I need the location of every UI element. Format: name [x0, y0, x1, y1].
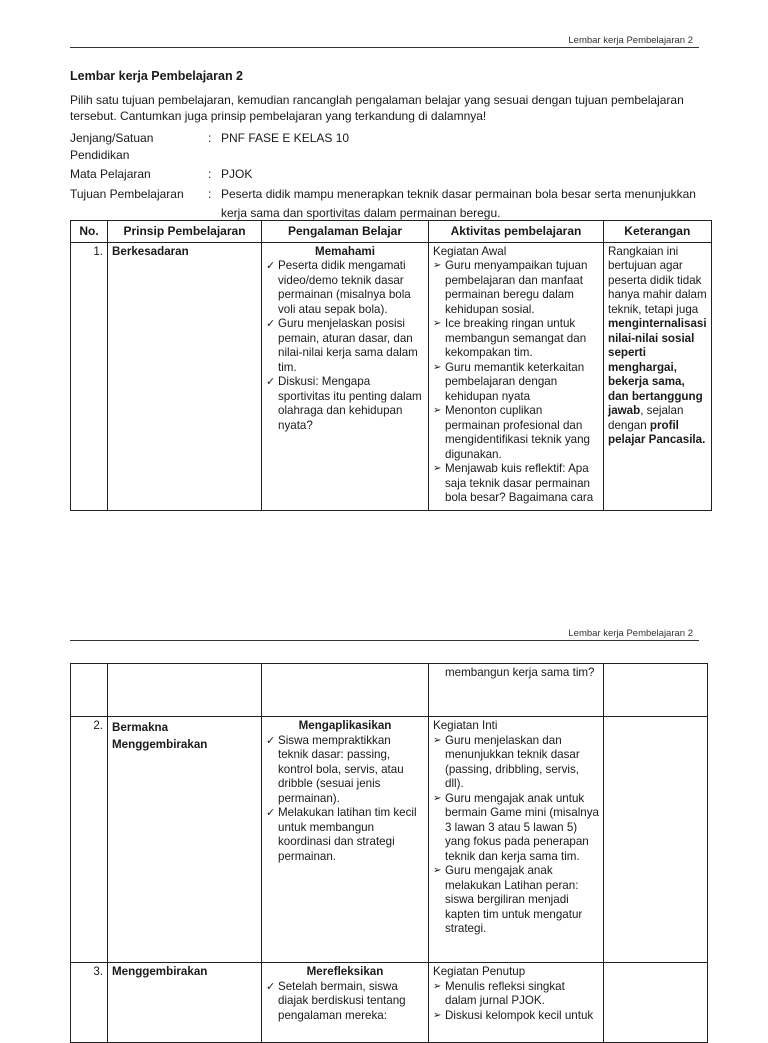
pengalaman-title: Mengaplikasikan	[298, 719, 392, 732]
meta-label: Tujuan Pembelajaran	[70, 187, 184, 201]
list-item: ➢ Guru menjelaskan dan menunjukkan teknik dasar (passing, dribbling, servis, dll).	[433, 734, 599, 792]
pengalaman-cell	[262, 242, 429, 510]
keterangan-cell	[604, 664, 708, 717]
pengalaman-cell	[262, 963, 429, 1043]
meta-block	[70, 130, 702, 223]
header-prinsip: Prinsip Pembelajaran	[108, 221, 262, 243]
table-header-row	[71, 221, 712, 243]
list-item: ➢ Guru menyampaikan tujuan pembelajaran dan manfaat permainan beregu dalam kehidupan sosial.	[433, 259, 599, 317]
list-item: ✓ Siswa mempraktikkan teknik dasar: passing, kontrol bola, servis, atau dribble (sesuai jenis permainan).	[266, 734, 424, 807]
meta-value: PJOK	[221, 167, 253, 181]
prinsip-cell: Bermakna Menggembirakan	[108, 717, 262, 963]
header-rule	[70, 640, 699, 641]
aktivitas-title: Kegiatan Penutup	[433, 965, 526, 978]
pengalaman-cell	[262, 664, 429, 717]
keterangan-cell	[604, 717, 708, 963]
aktivitas-cell	[429, 664, 604, 717]
meta-label: Mata Pelajaran	[70, 167, 151, 181]
row-number: 2.	[71, 717, 108, 963]
document-title: Lembar kerja Pembelajaran 2	[70, 69, 244, 83]
pengalaman-title: Merefleksikan	[306, 965, 384, 978]
keterangan-text: Rangkaian ini bertujuan agar peserta didik tidak hanya mahir dalam teknik, tetapi juga	[608, 244, 707, 316]
meta-row	[70, 185, 702, 223]
header-keterangan: Keterangan	[604, 221, 712, 243]
list-item: ➢ Guru mengajak anak melakukan Latihan peran: siswa bergiliran menjadi kapten tim untuk mengatur strategi.	[433, 864, 599, 937]
meta-value: Peserta didik mampu menerapkan teknik dasar permainan bola besar serta menunjukkan kerja sama dan sportivitas dalam permainan beregu.	[221, 187, 696, 220]
pengalaman-title: Memahami	[315, 244, 375, 258]
meta-label: Jenjang/Satuan Pendidikan	[70, 131, 154, 162]
learning-table-continued	[70, 663, 708, 1043]
aktivitas-cell	[429, 717, 604, 963]
keterangan-cell	[604, 963, 708, 1043]
aktivitas-cell	[429, 242, 604, 510]
meta-colon: :	[208, 131, 212, 145]
prinsip-cell: Berkesadaran	[108, 242, 262, 510]
list-item: ➢ Menjawab kuis reflektif: Apa saja teknik dasar permainan bola besar? Bagaimana cara	[433, 462, 599, 506]
meta-colon: :	[208, 167, 212, 181]
meta-row	[70, 166, 702, 183]
keterangan-cell	[604, 242, 712, 510]
table-row	[71, 717, 708, 963]
keterangan-text: , sejalan dengan	[608, 404, 684, 432]
aktivitas-title: Kegiatan Awal	[433, 244, 507, 258]
list-item: ✓ Peserta didik mengamati video/demo teknik dasar permainan (misalnya bola voli atau sepak bola).	[266, 259, 424, 317]
keterangan-emphasis: menginternalisasi nilai-nilai sosial seperti menghargai, bekerja sama, dan bertanggung jawab	[608, 317, 707, 417]
keterangan-emphasis: profil pelajar Pancasila.	[608, 418, 706, 446]
aktivitas-continued: membangun kerja sama tim?	[445, 666, 595, 679]
pengalaman-cell	[262, 717, 429, 963]
list-item: ➢ Guru mengajak anak untuk bermain Game mini (misalnya 3 lawan 3 atau 5 lawan 5) yang fokus pada penerapan teknik dan kerja sama tim.	[433, 792, 599, 865]
header-aktivitas: Aktivitas pembelajaran	[429, 221, 604, 243]
aktivitas-list	[433, 980, 599, 1024]
meta-colon: :	[208, 187, 212, 201]
aktivitas-list	[433, 259, 599, 506]
header-pengalaman: Pengalaman Belajar	[262, 221, 429, 243]
row-number	[71, 664, 108, 717]
learning-table	[70, 220, 712, 511]
header-rule	[70, 47, 699, 48]
list-item: ➢ Guru memantik keterkaitan pembelajaran dengan kehidupan nyata	[433, 361, 599, 405]
list-item: ➢ Menonton cuplikan permainan profesional dan mengidentifikasi teknik yang digunakan.	[433, 404, 599, 462]
list-item: ✓ Melakukan latihan tim kecil untuk membangun koordinasi dan strategi permainan.	[266, 806, 424, 864]
header-no: No.	[71, 221, 108, 243]
list-item: ➢ Diskusi kelompok kecil untuk	[433, 1009, 599, 1024]
pengalaman-list	[266, 734, 424, 865]
aktivitas-cell	[429, 963, 604, 1043]
running-header: Lembar kerja Pembelajaran 2	[568, 628, 693, 639]
aktivitas-title: Kegiatan Inti	[433, 719, 498, 732]
prinsip-cell: Menggembirakan	[108, 963, 262, 1043]
list-item: ➢ Menulis refleksi singkat dalam jurnal PJOK.	[433, 980, 599, 1009]
table-row	[71, 963, 708, 1043]
table-row	[71, 242, 712, 510]
meta-row	[70, 130, 702, 164]
list-item: ✓ Diskusi: Mengapa sportivitas itu penting dalam olahraga dan kehidupan nyata?	[266, 375, 424, 433]
prinsip-cell	[108, 664, 262, 717]
list-item: ✓ Setelah bermain, siswa diajak berdiskusi tentang pengalaman mereka:	[266, 980, 424, 1024]
row-number: 1.	[71, 242, 108, 510]
pengalaman-list	[266, 259, 424, 433]
aktivitas-list	[433, 734, 599, 937]
running-header: Lembar kerja Pembelajaran 2	[568, 35, 693, 46]
row-number: 3.	[71, 963, 108, 1043]
instruction-text: Pilih satu tujuan pembelajaran, kemudian rancanglah pengalaman belajar yang sesuai dengan tujuan pembelajaran tersebut. Cantumkan juga prinsip pembelajaran yang terkandung di dalamnya!	[70, 93, 684, 123]
table-row	[71, 664, 708, 717]
list-item: ➢ Ice breaking ringan untuk membangun semangat dan kekompakan tim.	[433, 317, 599, 361]
list-item: ✓ Guru menjelaskan posisi pemain, aturan dasar, dan nilai-nilai kerja sama dalam tim.	[266, 317, 424, 375]
pengalaman-list	[266, 980, 424, 1024]
meta-value: PNF FASE E KELAS 10	[221, 131, 350, 145]
page-2	[0, 600, 768, 1024]
